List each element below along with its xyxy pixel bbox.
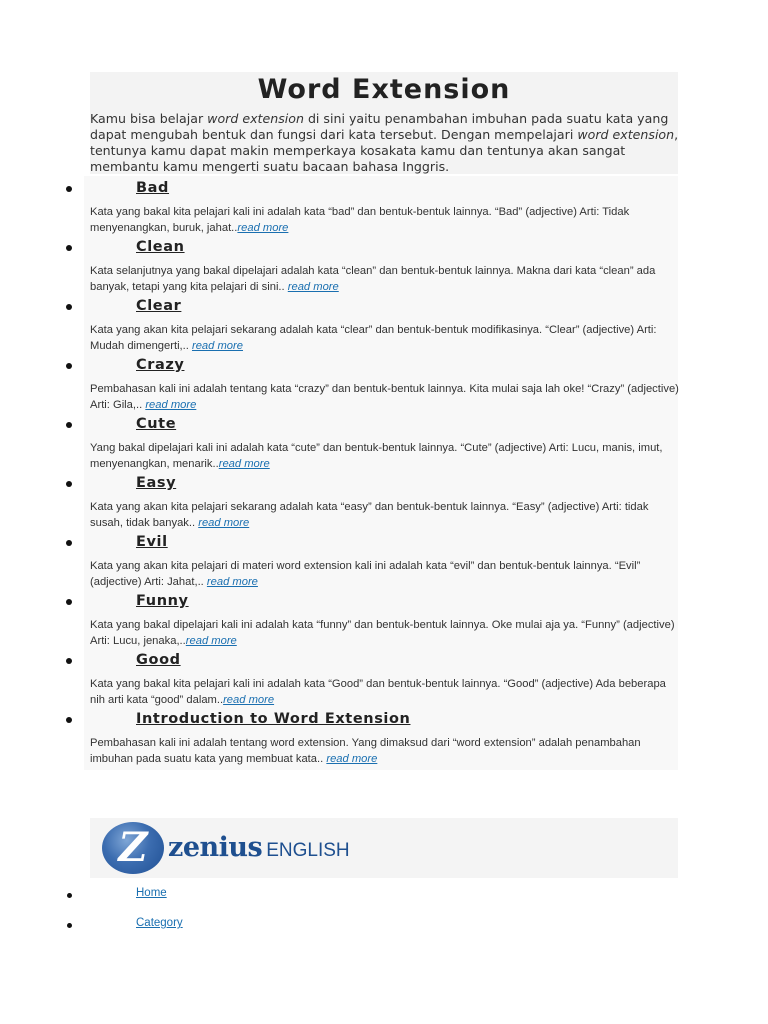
category-link[interactable]: Category — [136, 917, 183, 929]
read-more-link[interactable]: read more — [185, 635, 237, 647]
read-more-link[interactable]: read more — [206, 576, 258, 588]
entry-description-text: Kata yang bakal kita pelajari kali ini adalah kata “Good” dan bentuk-bentuk lainnya. “Good” (adjective) Ada beberapa nih arti kata “good” dalam.. — [90, 678, 666, 706]
bullet-icon — [67, 893, 72, 898]
entry-description — [90, 263, 680, 295]
read-more-link[interactable]: read more — [191, 340, 243, 352]
logo-subtitle: ENGLISH — [266, 840, 350, 861]
bullet-icon — [66, 422, 72, 428]
entry-title-link[interactable]: Funny — [136, 593, 189, 609]
bullet-icon — [66, 363, 72, 369]
bullet-icon — [66, 717, 72, 723]
entry-description — [90, 558, 680, 590]
entry-description-text: Kata yang bakal dipelajari kali ini adalah kata “funny” dan bentuk-bentuk lainnya. Oke mulai aja ya. “Funny” (adjective) Arti: Lucu, jenaka,.. — [90, 619, 675, 647]
entry-title-link[interactable]: Evil — [136, 534, 168, 550]
intro-text-2: di sini yaitu penambahan imbuhan pada suatu kata yang dapat mengubah bentuk dan fungsi dari kata tersebut. Dengan mempelajari — [90, 111, 669, 142]
read-more-link[interactable]: read more — [198, 517, 250, 529]
intro-text-1: Kamu bisa belajar — [90, 111, 208, 126]
zenius-logo-icon: Z — [102, 822, 164, 874]
read-more-link[interactable]: read more — [145, 399, 197, 411]
bullet-icon — [66, 658, 72, 664]
entry-description-text: Kata yang akan kita pelajari sekarang adalah kata “easy” dan bentuk-bentuk lainnya. “Easy” (adjective) Arti: tidak susah, tidak banyak.. — [90, 501, 649, 529]
bullet-icon — [66, 540, 72, 546]
entry-description-text: Yang bakal dipelajari kali ini adalah kata “cute” dan bentuk-bentuk lainnya. “Cute” (adjective) Arti: Lucu, manis, imut, menyenangkan, menarik.. — [90, 442, 663, 470]
logo-brand: zenius — [168, 832, 263, 863]
read-more-link[interactable]: read more — [223, 694, 275, 706]
entry-description-text: Pembahasan kali ini adalah tentang kata “crazy” dan bentuk-bentuk lainnya. Kita mulai saja lah oke! “Crazy” (adjective) Arti: Gila,.. — [90, 383, 679, 411]
entry-title-link[interactable]: Good — [136, 652, 181, 668]
bullet-icon — [66, 245, 72, 251]
entry-title-link[interactable]: Easy — [136, 475, 177, 491]
entry-description — [90, 381, 680, 413]
bullet-icon — [66, 481, 72, 487]
bullet-icon — [67, 923, 72, 928]
intro-term-1: word extension — [207, 111, 304, 126]
entry-description-text: Kata selanjutnya yang bakal dipelajari adalah kata “clean” dan bentuk-bentuk lainnya. Makna dari kata “clean” ada banyak, tetapi yang kita pelajari di sini.. — [90, 265, 656, 293]
entry-description-text: Pembahasan kali ini adalah tentang word extension. Yang dimaksud dari “word extension” adalah penambahan imbuhan pada suatu kata yang membuat kata.. — [90, 737, 641, 765]
entry-description — [90, 676, 680, 708]
bullet-icon — [66, 186, 72, 192]
zenius-logo-text — [168, 832, 350, 863]
bullet-icon — [66, 599, 72, 605]
read-more-link[interactable]: read more — [218, 458, 270, 470]
page-title: Word Extension — [257, 74, 511, 105]
entry-description-text: Kata yang akan kita pelajari di materi word extension kali ini adalah kata “evil” dan bentuk-bentuk lainnya. “Evil” (adjective) Arti: Jahat,.. — [90, 560, 641, 588]
entry-title-link[interactable]: Crazy — [136, 357, 185, 373]
entry-description — [90, 204, 680, 236]
intro-text-3: , tentunya kamu dapat makin memperkaya kosakata kamu dan tentunya akan sangat membantu kamu mengerti suatu bacaan bahasa Inggris. — [90, 127, 679, 174]
entry-title-link[interactable]: Clean — [136, 239, 185, 255]
entry-description — [90, 735, 680, 767]
intro-term-2: word extension — [577, 127, 675, 142]
bullet-icon — [66, 304, 72, 310]
entry-description — [90, 499, 680, 531]
entry-title-link[interactable]: Cute — [136, 416, 177, 432]
entry-title-link[interactable]: Introduction to Word Extension — [136, 711, 411, 727]
intro-paragraph — [90, 111, 680, 175]
read-more-link[interactable]: read more — [237, 222, 289, 234]
entry-description-text: Kata yang bakal kita pelajari kali ini adalah kata “bad” dan bentuk-bentuk lainnya. “Bad” (adjective) Arti: Tidak menyenangkan, buruk, jahat.. — [90, 206, 630, 234]
entry-description — [90, 440, 680, 472]
read-more-link[interactable]: read more — [287, 281, 339, 293]
entry-description — [90, 617, 680, 649]
entry-title-link[interactable]: Bad — [136, 180, 170, 196]
entry-description — [90, 322, 680, 354]
entry-description-text: Kata yang akan kita pelajari sekarang adalah kata “clear” dan bentuk-bentuk modifikasinya. “Clear” (adjective) Arti: Mudah dimengerti,.. — [90, 324, 657, 352]
entry-title-link[interactable]: Clear — [136, 298, 182, 314]
home-link[interactable]: Home — [136, 887, 167, 899]
read-more-link[interactable]: read more — [326, 753, 378, 765]
